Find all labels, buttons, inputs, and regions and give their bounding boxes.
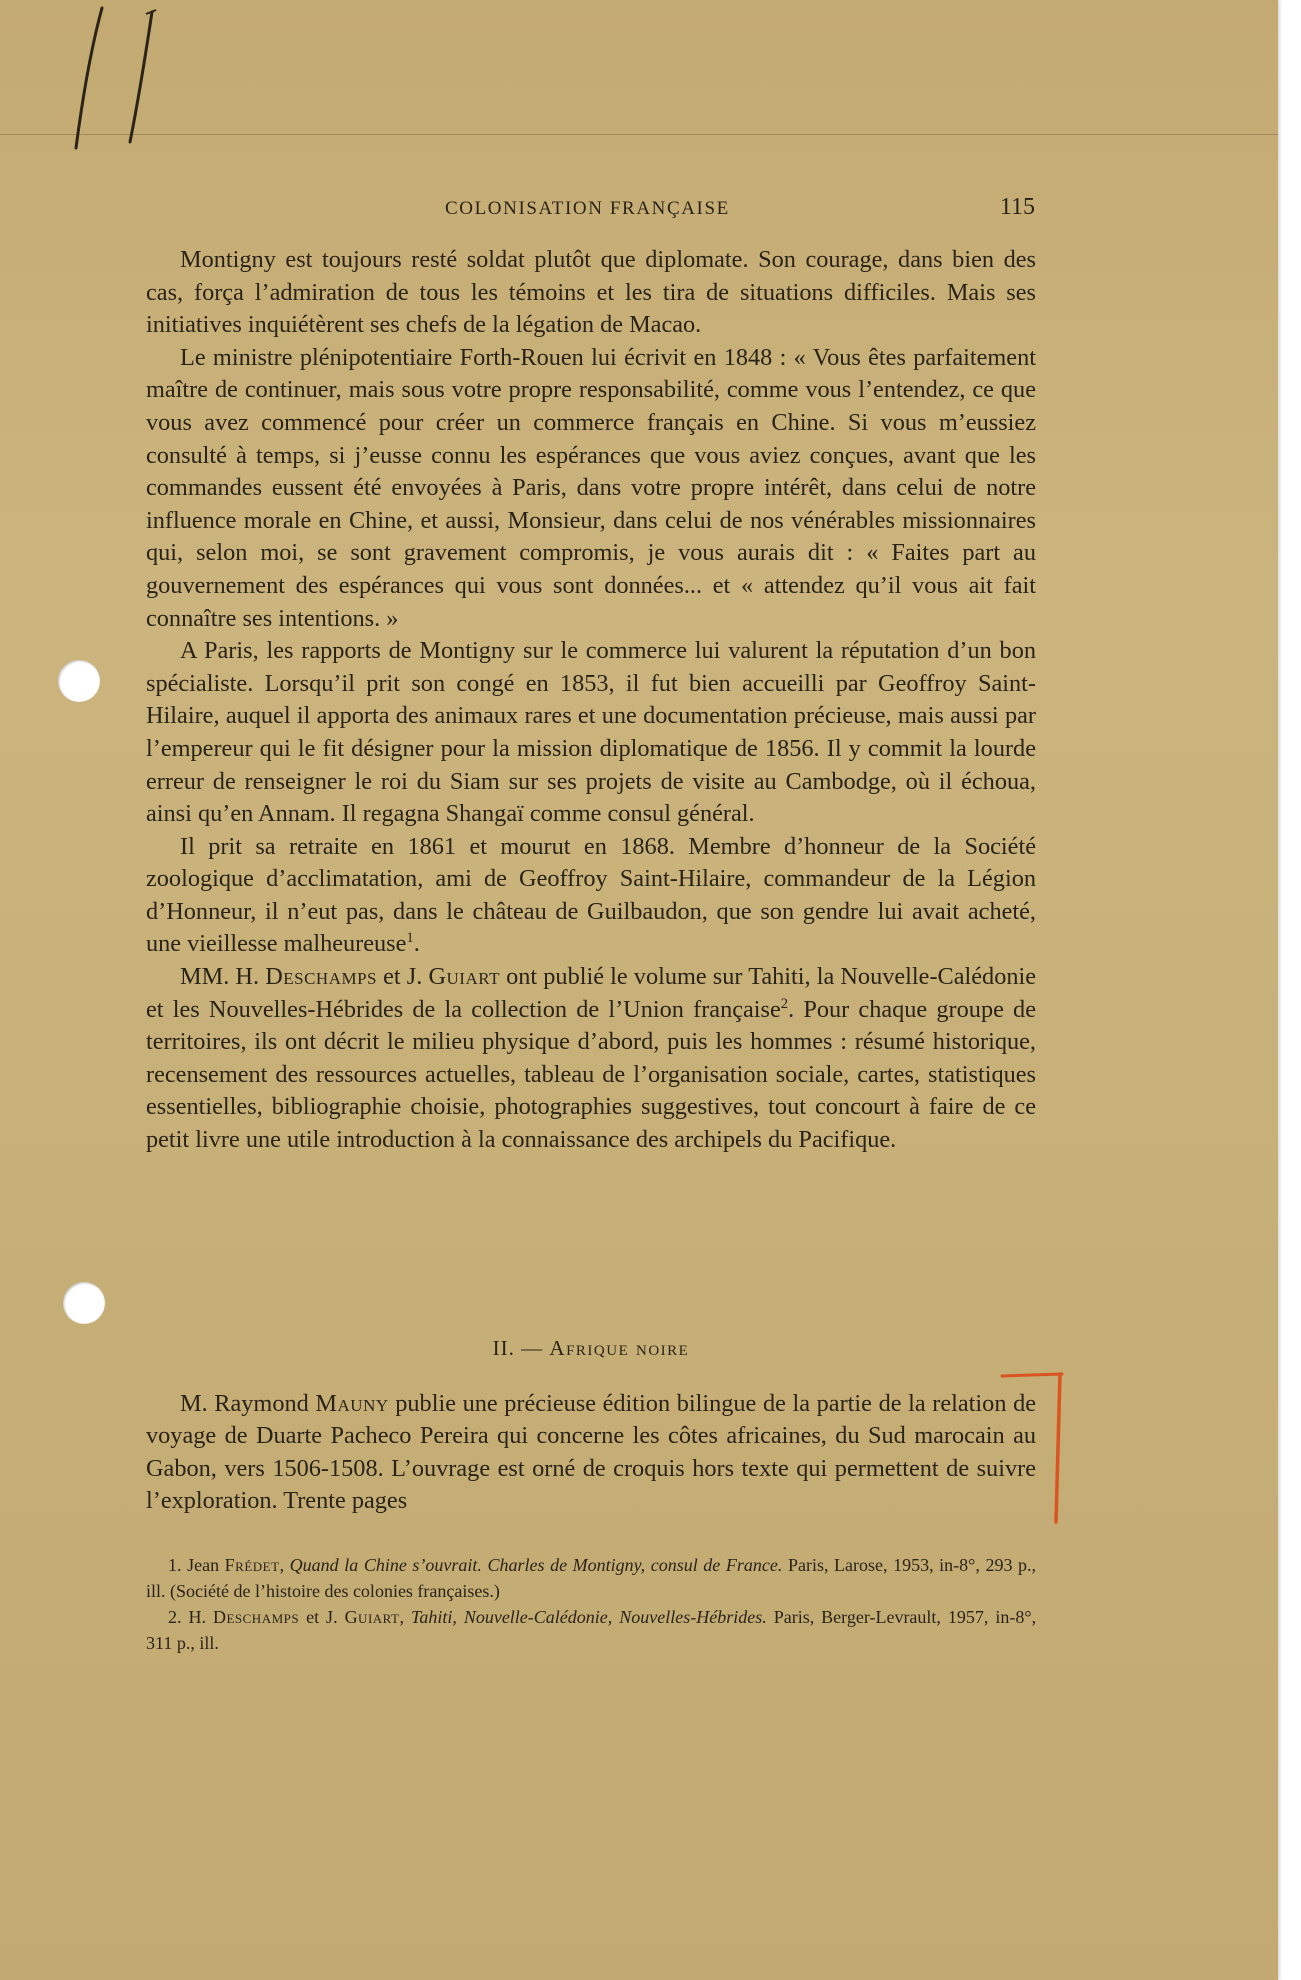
punch-hole bbox=[63, 1282, 105, 1324]
section-number: II. — bbox=[492, 1336, 544, 1360]
paragraph-text: publie une précieuse édition bilingue de la partie de la relation de voyage de Duarte Pacheco Pereira qui concerne les côtes africaines, du Sud marocain au Gabon, vers 1506-1508. L’ouvrage est orné de croquis hors texte qui permettent de suivre l’exploration. Trente pages bbox=[146, 1390, 1037, 1515]
running-head bbox=[150, 196, 1035, 226]
paragraph-text: et J. bbox=[383, 963, 423, 991]
author-name: Guiart bbox=[344, 1607, 400, 1627]
paragraph bbox=[146, 831, 1036, 961]
punch-hole bbox=[58, 660, 100, 702]
paragraph bbox=[146, 961, 1036, 1157]
paragraph: Montigny est toujours resté soldat plutôt que diplomate. Son courage, dans bien des cas, força l’admiration de tous les témoins et les tira de situations difficiles. Mais ses initiatives inquiétèrent ses chefs de la légation de Macao. bbox=[146, 246, 1036, 339]
footnote-ref: 2 bbox=[780, 995, 789, 1012]
book-title: Tahiti, Nouvelle-Calédonie, Nouvelles-Hébrides. bbox=[410, 1607, 767, 1627]
paragraph: Le ministre plénipotentiaire Forth-Rouen lui écrivit en 1848 : « Vous êtes parfaitement maître de continuer, mais sous votre propre responsabilité, comme vous l’entendez, ce que vous avez commencé pour créer un commerce français en Chine. Si vous m’eussiez consulté à temps, si j’eusse connu les espérances que vous aviez conçues, avant que les commandes eussent été envoyées à Paris, dans votre propre intérêt, dans celui de notre influence morale en Chine, et aussi, Monsieur, dans celui de nos vénérables missionnaires qui, selon moi, se sont gravement compromis, je vous aurais dit : « Faites part au gouvernement des espérances qui vous sont données... et « attendez qu’il vous ait fait connaître ses intentions. » bbox=[146, 343, 1036, 632]
author-name: Frédet bbox=[224, 1555, 280, 1575]
paragraph-text: Il prit sa retraite en 1861 et mourut en 1868. Membre d’honneur de la Société zoologique d’acclimatation, ami de Geoffroy Saint-Hilaire, commandeur de la Légion d’Honneur, il n’eut pas, dans le château de Guilbaudon, que son gendre lui avait acheté, une vieillesse malheureuse bbox=[146, 832, 1036, 958]
paragraph: A Paris, les rapports de Montigny sur le commerce lui valurent la réputation d’un bon spécialiste. Lorsqu’il prit son congé en 1853, il fut bien accueilli par Geoffroy Saint-Hilaire, auquel il apporta des animaux rares et une documentation précieuse, mais aussi par l’empereur qui le fit désigner pour la mission diplomatique de 1856. Il y commit la lourde erreur de renseigner le roi du Siam sur ses projets de visite au Cambodge, où il échoua, ainsi qu’en Annam. Il regagna Shangaï comme consul général. bbox=[146, 637, 1036, 828]
paragraph-text: ont publié le volume sur Tahiti, la Nouvelle-Calédonie et les Nouvelles-Hébrides de la collection de l’Union française bbox=[146, 963, 1037, 1023]
author-name: Deschamps bbox=[212, 1607, 300, 1627]
footnote: 1. Jean Frédet, Quand la Chine s’ouvrait. Charles de Montigny, consul de France. Paris, Larose, 1953, in-8°, 293 p., ill. (Société de l’histoire des colonies françaises.) bbox=[146, 1555, 1037, 1601]
section-title: Afrique noire bbox=[549, 1336, 690, 1360]
book-title: Quand la Chine s’ouvrait. Charles de Montigny, consul de France. bbox=[289, 1555, 783, 1575]
red-bracket-annotation bbox=[1000, 1370, 1064, 1526]
author-name: Guiart bbox=[428, 963, 500, 991]
body-text bbox=[146, 244, 1036, 1157]
afrique-text bbox=[146, 1388, 1036, 1518]
footnote: 2. H. Deschamps et J. Guiart, Tahiti, Nouvelle-Calédonie, Nouvelles-Hébrides. Paris, Berger-Levrault, 1957, in-8°, 311 p., ill. bbox=[146, 1607, 1037, 1653]
paragraph-text: . bbox=[413, 930, 420, 958]
footnote-text: et J. bbox=[306, 1607, 338, 1627]
footnote-text: Paris, Berger-Levrault, 1957, in-8°, 311 p., ill. bbox=[146, 1607, 1037, 1653]
footnote-number: 1. Jean bbox=[168, 1555, 220, 1575]
footnote-number: 2. H. bbox=[168, 1607, 206, 1627]
paragraph-text: MM. H. bbox=[180, 963, 260, 991]
author-name: Deschamps bbox=[265, 963, 377, 991]
footnote-ref: 1 bbox=[406, 930, 414, 947]
footnote-text: Paris, Larose, 1953, in-8°, 293 p., ill. (Société de l’histoire des colonies françaises.) bbox=[146, 1555, 1037, 1601]
section-heading bbox=[146, 1336, 1036, 1361]
running-title: COLONISATION FRANÇAISE bbox=[445, 198, 730, 219]
paragraph-text: . Pour chaque groupe de territoires, ils ont décrit le milieu physique d’abord, puis les hommes : résumé historique, recensement des ressources actuelles, tableau de l’organisation sociale, cartes, statistiques essentielles, bibliographie choisie, photographies suggestives, tout concourt à faire de ce petit livre une utile introduction à la connaissance des archipels du Pacifique. bbox=[146, 995, 1036, 1154]
author-name: Mauny bbox=[315, 1390, 389, 1417]
footnotes bbox=[146, 1552, 1036, 1656]
pencil-mark bbox=[60, 2, 170, 152]
page-number: 115 bbox=[999, 194, 1035, 220]
paragraph bbox=[146, 1388, 1036, 1518]
fold-line bbox=[0, 134, 1278, 135]
paragraph-text: M. Raymond bbox=[180, 1390, 309, 1417]
